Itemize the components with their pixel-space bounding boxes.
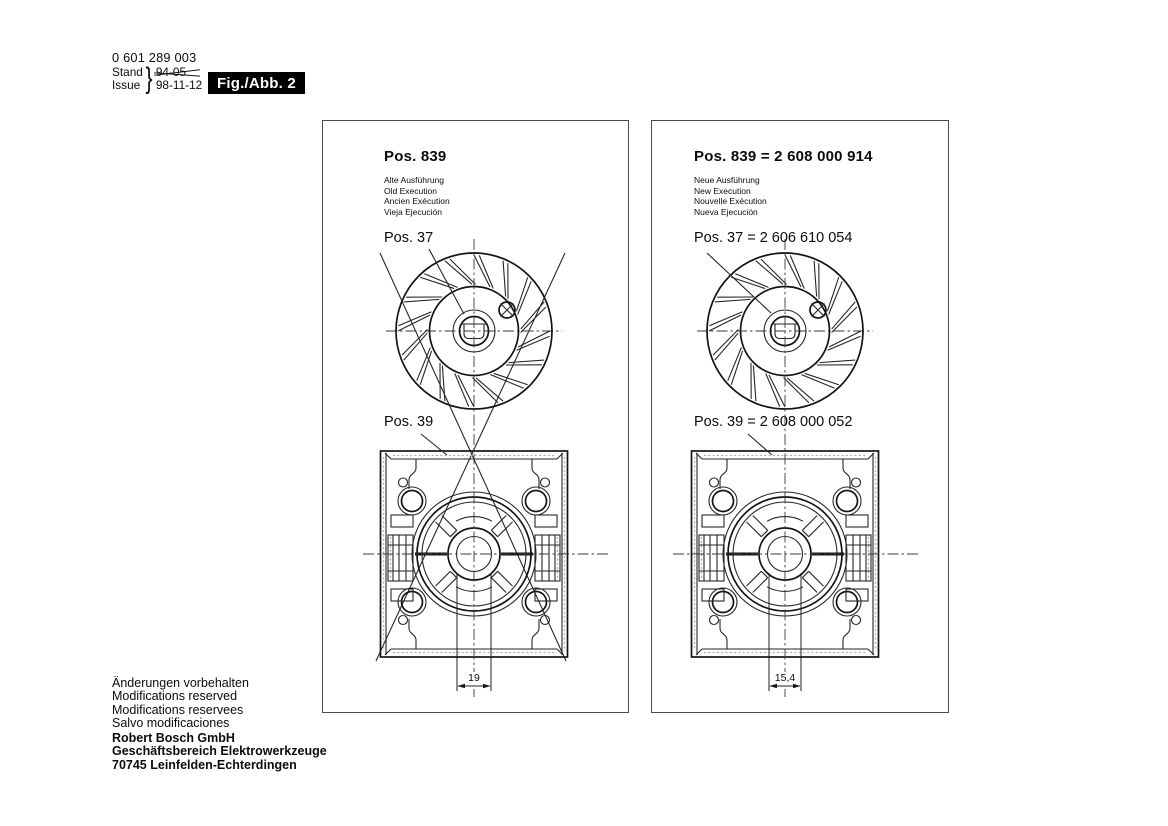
execution-line: Old Execution: [384, 185, 437, 196]
notice-line: Modifications reserved: [112, 689, 238, 704]
panel-title: Pos. 839 = 2 608 000 914: [694, 148, 873, 165]
stand-label: Stand: [112, 65, 143, 79]
pos37-label: Pos. 37 = 2 606 610 054: [694, 230, 853, 246]
execution-line: Ancien Exécution: [384, 196, 450, 207]
pos39-label: Pos. 39 = 2 608 000 052: [694, 414, 853, 430]
pos39-label: Pos. 39: [384, 414, 434, 430]
company-line: Robert Bosch GmbH: [112, 731, 235, 746]
company-address: [112, 732, 327, 772]
execution-line: Nueva Ejecución: [694, 206, 758, 217]
panel-new-execution: [651, 120, 949, 713]
dimension-label: 19: [468, 672, 480, 684]
notice-line: Salvo modificaciones: [112, 715, 230, 730]
company-line: Geschäftsbereich Elektrowerkzeuge: [112, 744, 327, 759]
notice-line: Modifications reservees: [112, 702, 244, 717]
pos39-leader-line: [748, 434, 772, 455]
dimension-label: 15,4: [774, 672, 796, 684]
execution-line: Nouvelle Exécution: [694, 196, 767, 207]
old-date-struck: 94-05: [156, 66, 192, 79]
part-number: 0 601 289 003: [112, 50, 197, 65]
footer: [112, 677, 327, 772]
execution-line: Neue Ausführung: [694, 175, 760, 185]
notice-line: Änderungen vorbehalten: [112, 676, 249, 690]
brace-glyph: }: [145, 62, 153, 95]
pos37-label: Pos. 37: [384, 230, 434, 246]
execution-line: New Execution: [694, 185, 751, 196]
issue-label: Issue: [112, 78, 141, 92]
figure-badge: Fig./Abb. 2: [208, 72, 305, 94]
pos37-leader-line: [707, 253, 771, 313]
panel-title: Pos. 839: [384, 148, 447, 165]
panel-old-execution: [322, 120, 629, 713]
issue-block: [112, 62, 203, 95]
modifications-notice: [112, 677, 327, 730]
execution-languages: [384, 175, 450, 217]
execution-line: Alte Ausführung: [384, 175, 445, 185]
projection-x-lines: [376, 253, 566, 661]
execution-line: Vieja Ejecución: [384, 206, 442, 217]
pos39-leader-line: [421, 434, 447, 455]
company-line: 70745 Leinfelden-Echterdingen: [112, 757, 297, 772]
old-execution-drawing: [323, 121, 628, 712]
new-date: 98-11-12: [155, 78, 203, 92]
execution-languages: [694, 175, 767, 217]
